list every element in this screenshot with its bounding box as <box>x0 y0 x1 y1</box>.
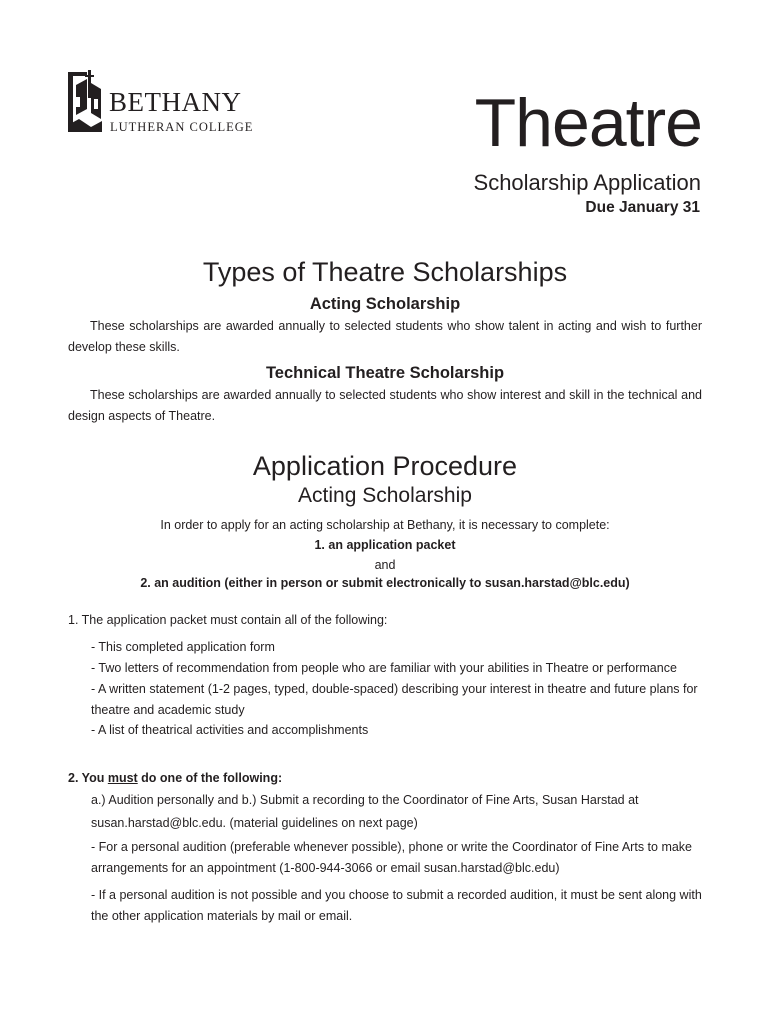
procedure-and: and <box>374 558 396 572</box>
acting-scholarship-text: These scholarships are awarded annually to selected students who show talent in acting and wish to further develop these skills. <box>68 319 702 354</box>
procedure-heading: Application Procedure <box>252 451 518 481</box>
logo-subtitle: LUTHERAN COLLEGE <box>110 120 254 134</box>
must-heading <box>68 768 708 788</box>
must-word: must <box>107 771 138 785</box>
acting-scholarship-heading: Acting Scholarship <box>309 295 461 313</box>
page-title: Theatre <box>474 85 702 161</box>
technical-scholarship-heading: Technical Theatre Scholarship <box>265 364 505 382</box>
college-logo <box>67 69 267 133</box>
option-item: - If a personal audition is not possible and you choose to submit a recorded audition, it must be sent along with the other application materials by mail or email. <box>91 888 702 923</box>
logo-name: BETHANY <box>109 87 242 117</box>
option-item: a.) Audition personally and b.) Submit a recording to the Coordinator of Fine Arts, Susan Harstad at susan.harstad@blc.edu. (material guidelines on next page) <box>91 793 639 830</box>
bethany-chapel-logo-icon <box>67 69 103 133</box>
must-suffix: do one of the following: <box>137 771 283 785</box>
procedure-item-2: 2. an audition (either in person or submit electronically to susan.harstad@blc.edu) <box>140 576 630 590</box>
option-item: - For a personal audition (preferable whenever possible), phone or write the Coordinator of Fine Arts to make arrangements for an appointment (1-800-944-3066 or email susan.harstad@blc.edu) <box>91 840 693 875</box>
packet-intro: 1. The application packet must contain all of the following: <box>68 613 388 627</box>
page-subtitle: Scholarship Application <box>473 170 701 195</box>
packet-item: - Two letters of recommendation from people who are familiar with your abilities in Theatre or performance <box>91 661 677 675</box>
procedure-subheading: Acting Scholarship <box>298 484 472 507</box>
must-prefix: 2. You <box>68 771 108 785</box>
packet-item: - A written statement (1-2 pages, typed, double-spaced) describing your interest in theatre and future plans for theatre and academic study <box>91 682 698 717</box>
types-heading: Types of Theatre Scholarships <box>202 257 568 287</box>
procedure-intro: In order to apply for an acting scholarship at Bethany, it is necessary to complete: <box>160 518 610 532</box>
packet-item: - A list of theatrical activities and accomplishments <box>91 723 369 737</box>
packet-item: - This completed application form <box>91 640 275 654</box>
due-date: Due January 31 <box>585 199 700 216</box>
technical-scholarship-text: These scholarships are awarded annually to selected students who show interest and skill in the technical and design aspects of Theatre. <box>68 388 702 423</box>
procedure-item-1: 1. an application packet <box>314 538 456 552</box>
